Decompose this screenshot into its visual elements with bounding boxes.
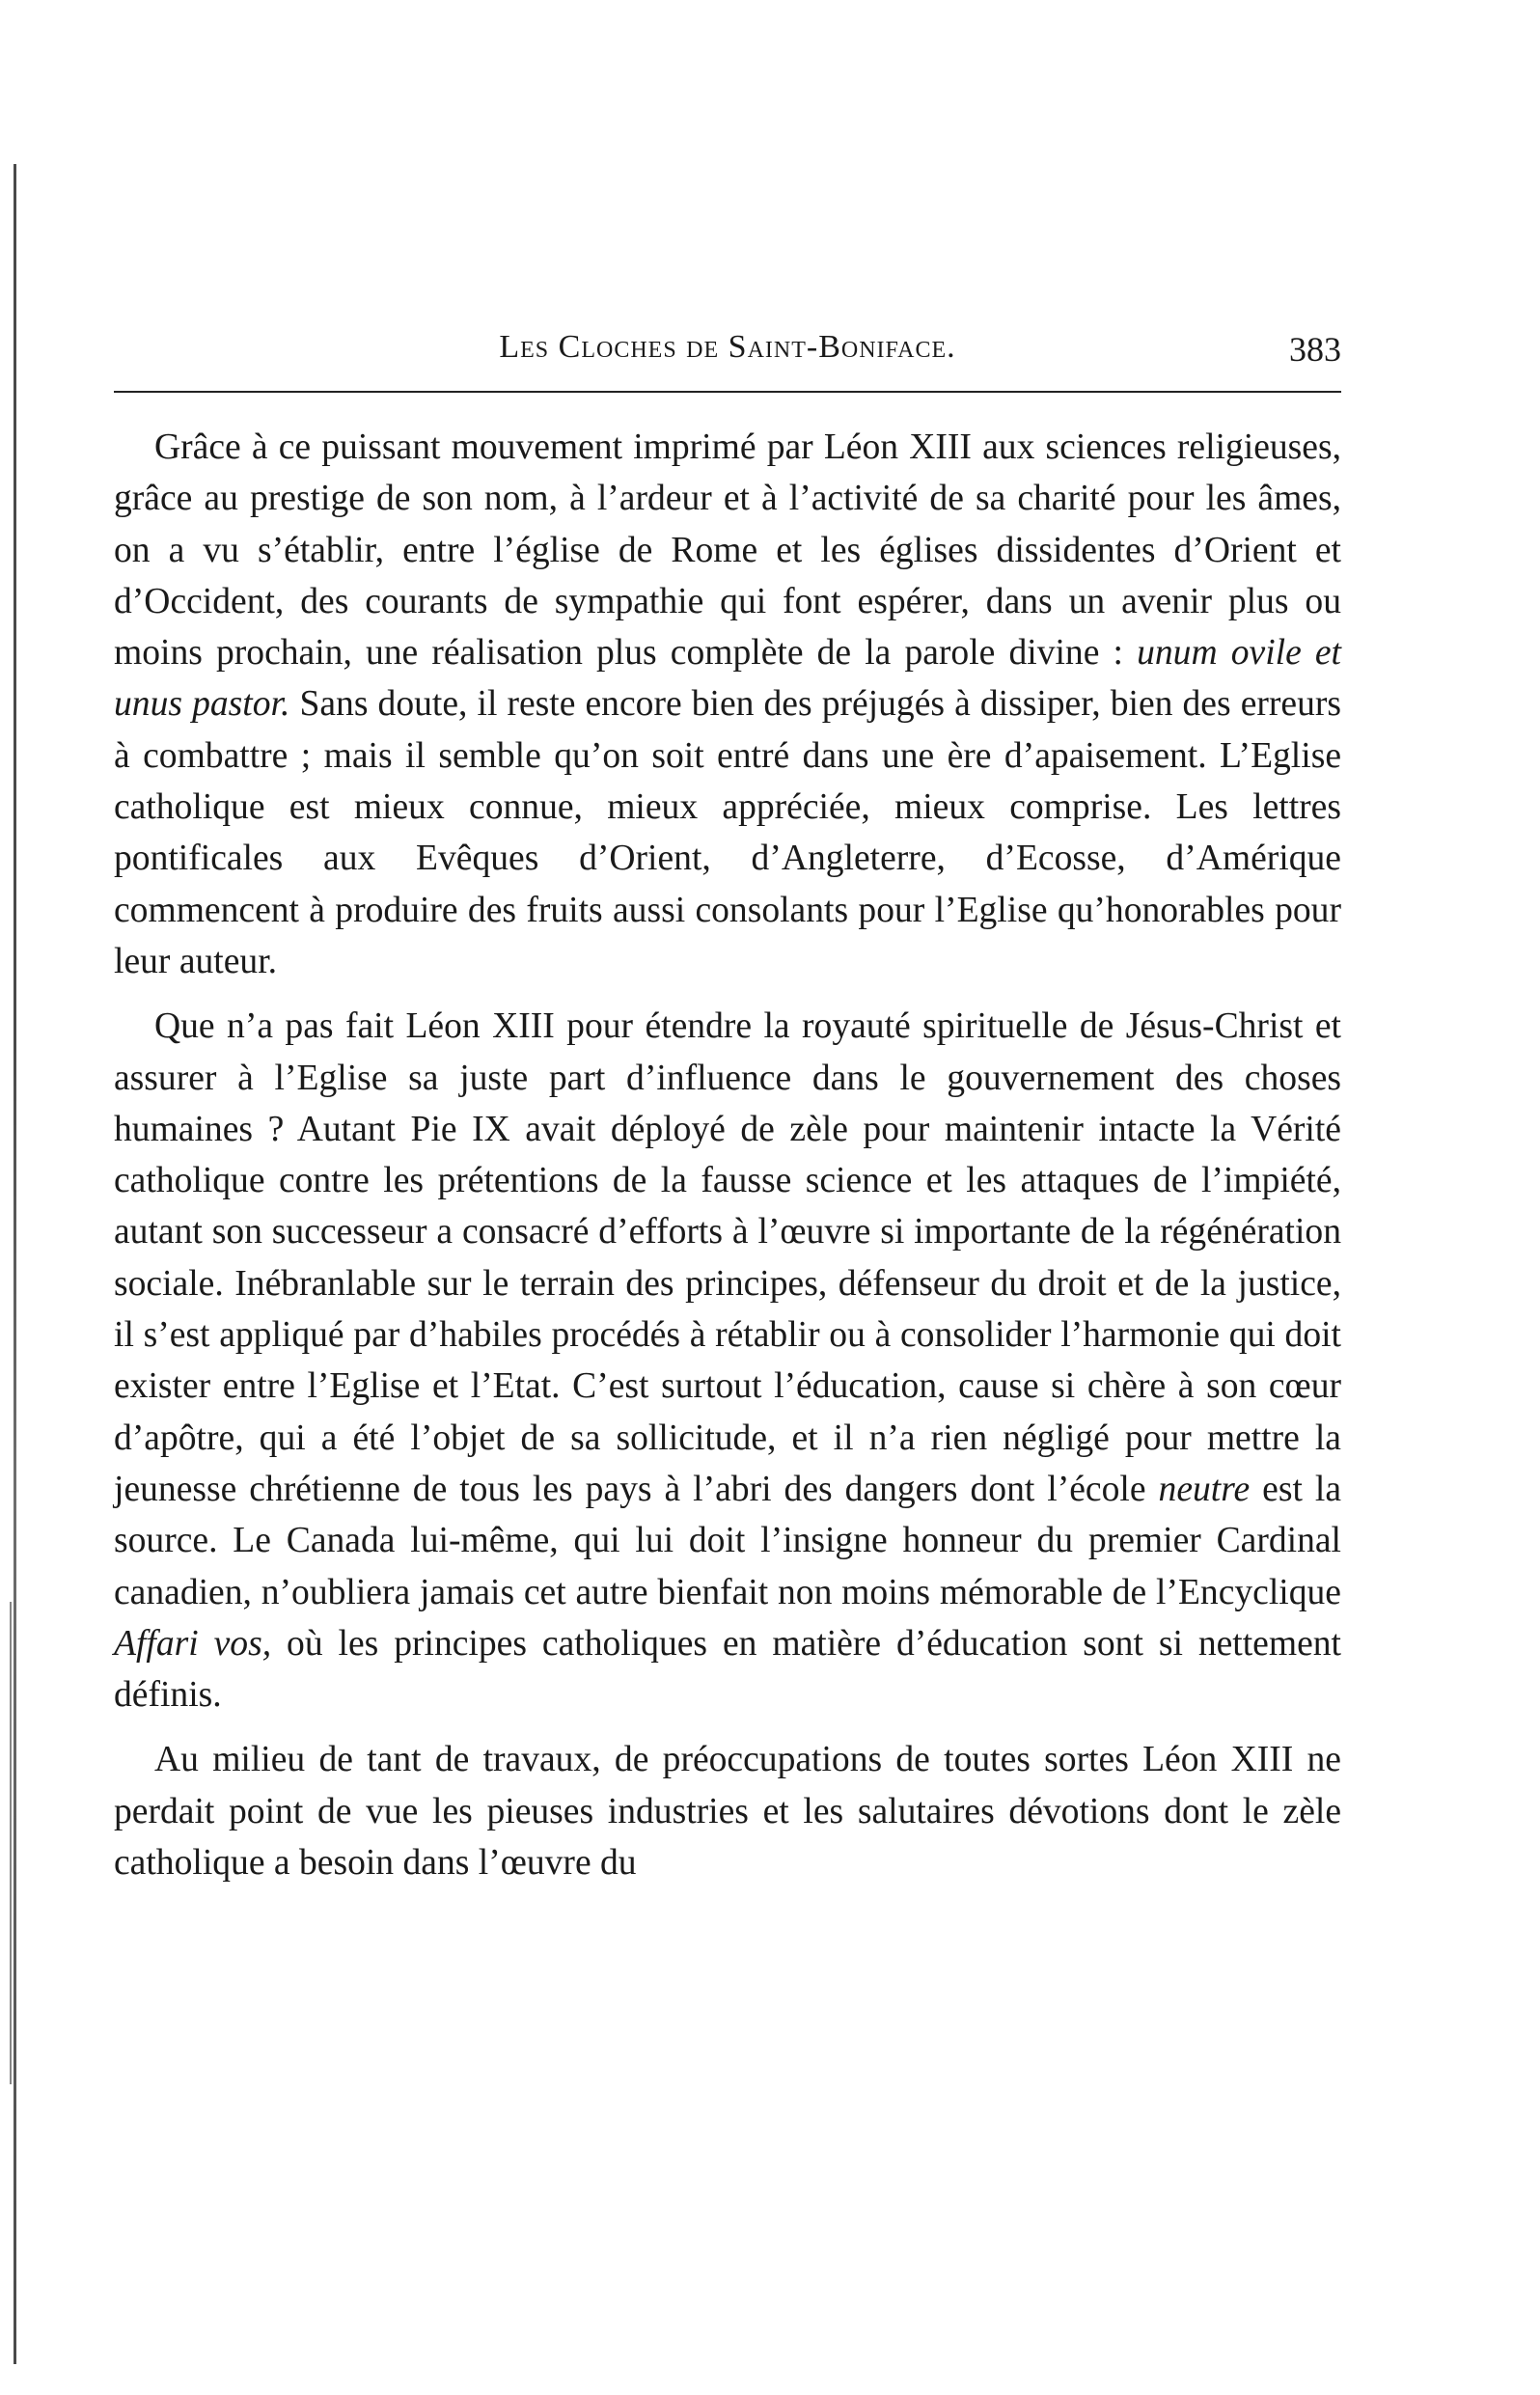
- paragraph-3-part-1: Au milieu de tant de travaux, de préoccupations de toutes sortes Léon XIII ne perdait point de vue les pieuses industries et les salutaires dévotions dont le zèle catholique a besoin dans l’œuvre du: [114, 1740, 1341, 1884]
- page-number: 383: [1289, 330, 1341, 369]
- running-title: Les Cloches de Saint-Boniface.: [499, 329, 956, 365]
- paragraph-2-italic-neutre: neutre: [1158, 1469, 1251, 1509]
- page-binding-edge-secondary: [10, 1602, 12, 2084]
- paragraph-3: [114, 1734, 1341, 1888]
- body-text: [114, 422, 1341, 1888]
- header-rule: [114, 391, 1341, 393]
- book-page: [114, 323, 1341, 1902]
- running-head: [114, 323, 1341, 381]
- paragraph-1-latin-quote: unum ovile et unus pastor.: [114, 633, 1341, 725]
- page-binding-edge: [14, 164, 16, 2364]
- paragraph-2-part-1: Que n’a pas fait Léon XIII pour étendre la royauté spirituelle de Jésus-Christ et assurer à l’Eglise sa juste part d’influence dans le gouvernement des choses humaines ? Autant Pie IX avait déployé de zèle pour maintenir intacte la Vérité catholique contre les prétentions de la fausse science et les attaques de l’impiété, autant son successeur a consacré d’efforts à l’œuvre si importante de la régénération sociale. Inébranlable sur le terrain des principes, défenseur du droit et de la justice, il s’est appliqué par d’habiles procédés à rétablir ou à consolider l’harmonie qui doit exister entre l’Eglise et l’Etat. C’est surtout l’éducation, cause si chère à son cœur d’apôtre, qui a été l’objet de sa sollicitude, et il n’a rien négligé pour mettre la jeunesse chrétienne de tous les pays à l’abri des dangers dont l’école: [114, 1006, 1341, 1509]
- paragraph-1-part-1: Grâce à ce puissant mouvement imprimé par Léon XIII aux sciences religieuses, grâce au prestige de son nom, à l’ardeur et à l’activité de sa charité pour les âmes, on a vu s’établir, entre l’église de Rome et les églises dissidentes d’Orient et d’Occident, des courants de sympathie qui font espérer, dans un avenir plus ou moins prochain, une réalisation plus complète de la parole divine :: [114, 427, 1341, 674]
- paragraph-1: [114, 422, 1341, 987]
- paragraph-2-part-3: est la source. Le Canada lui-même, qui lui doit l’insigne honneur du premier Cardinal canadien, n’oubliera jamais cet autre bienfait non moins mémorable de l’Encyclique: [114, 1469, 1341, 1612]
- paragraph-2-part-5: où les principes catholiques en matière d’éducation sont si nettement définis.: [114, 1623, 1341, 1716]
- paragraph-2-encyclical-title: Affari vos,: [114, 1623, 272, 1664]
- paragraph-1-part-3: Sans doute, il reste encore bien des préjugés à dissiper, bien des erreurs à combattre ; mais il semble qu’on soit entré dans une ère d’apaisement. L’Eglise catholique est mieux connue, mieux appréciée, mieux comprise. Les lettres pontificales aux Evêques d’Orient, d’Angleterre, d’Ecosse, d’Amérique commencent à produire des fruits aussi consolants pour l’Eglise qu’honorables pour leur auteur.: [114, 684, 1342, 981]
- paragraph-2: [114, 1001, 1341, 1721]
